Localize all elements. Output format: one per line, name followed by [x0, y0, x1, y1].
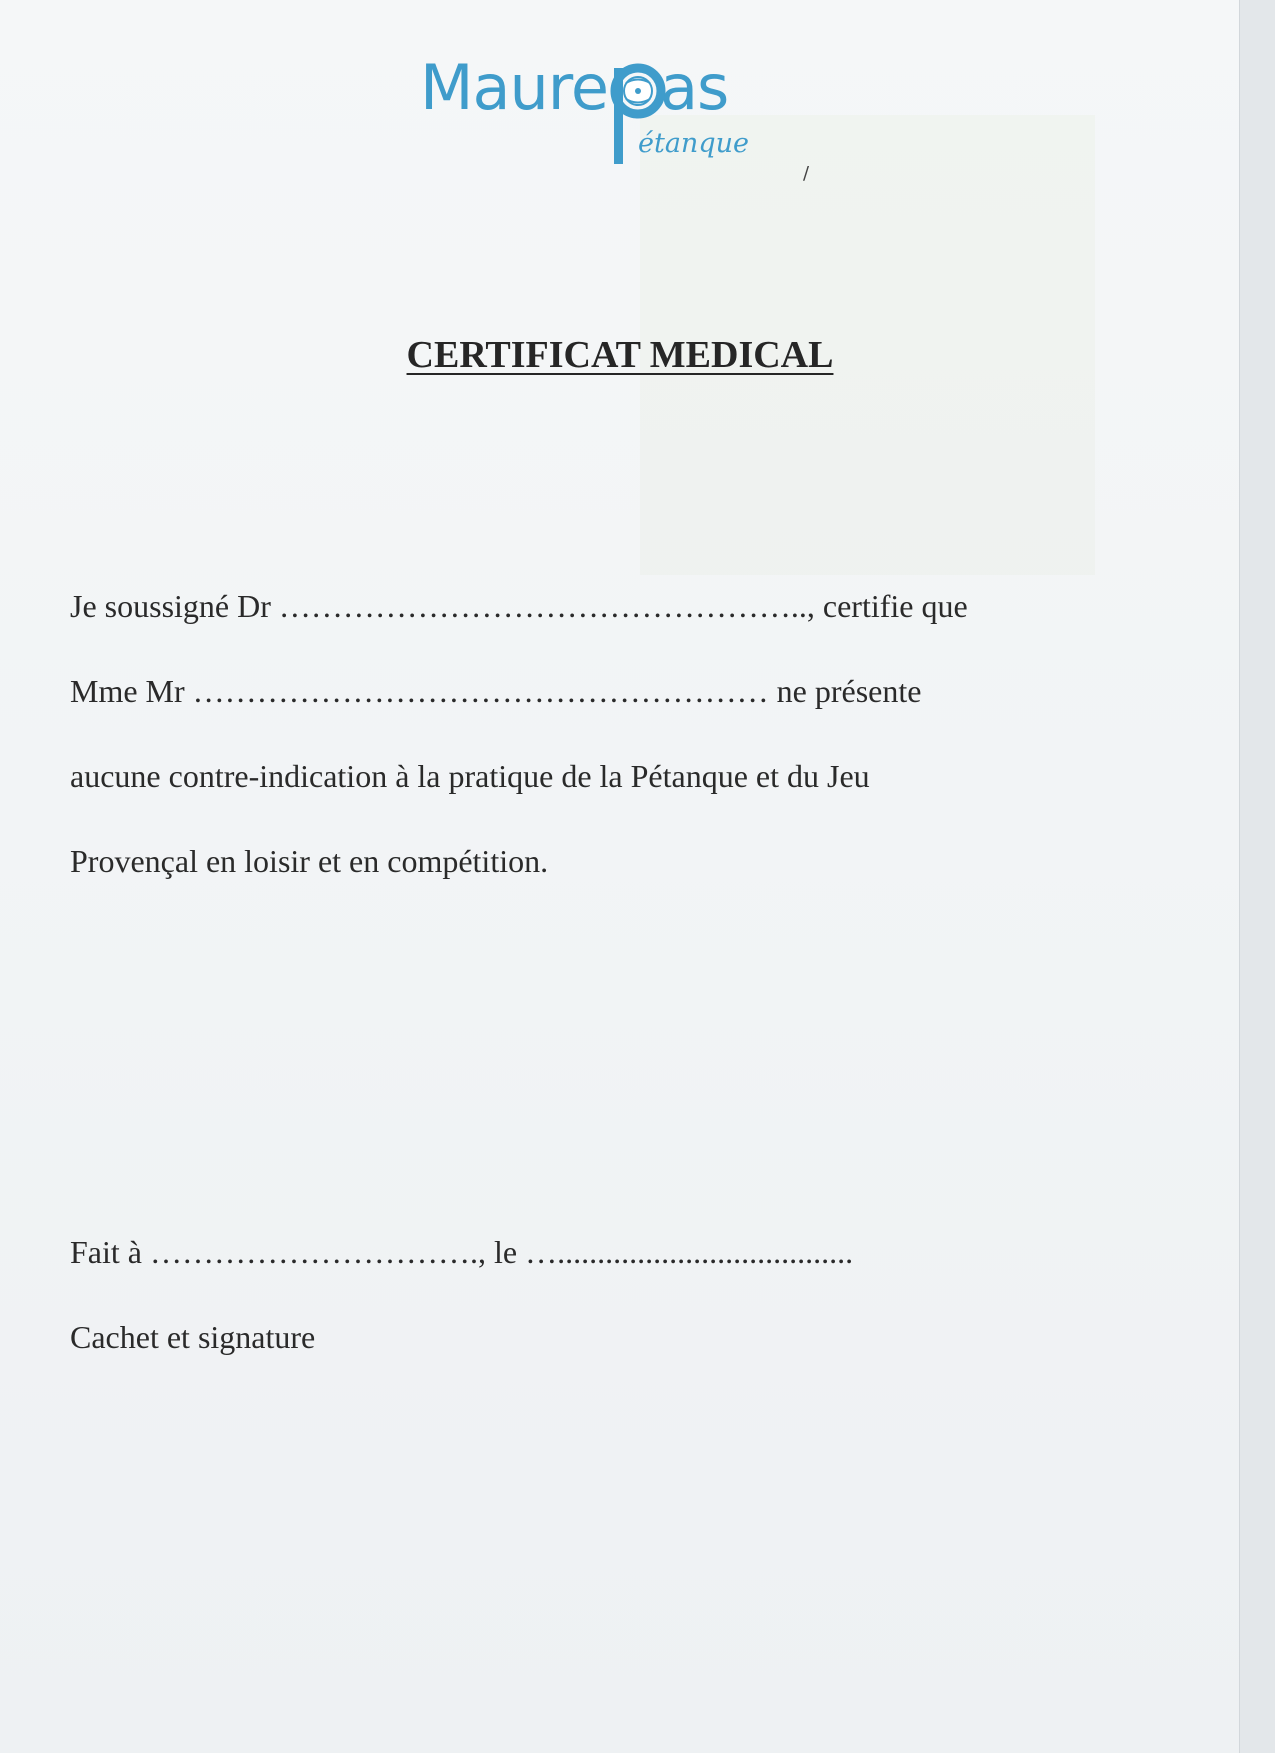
document-title: CERTIFICAT MEDICAL: [406, 334, 834, 376]
logo-text-right: as: [660, 51, 729, 124]
stray-pen-mark: /: [803, 163, 810, 184]
scan-page-edge: [1239, 0, 1275, 1753]
logo-wordmark: [420, 48, 728, 128]
logo-script-text: étanque: [638, 128, 749, 159]
body-line-provencal: Provençal en loisir et en compétition.: [70, 843, 549, 879]
maurepas-petanque-logo: [420, 48, 780, 178]
footer-line-signature: Cachet et signature: [70, 1319, 316, 1355]
body-line-contraindication: aucune contre-indication à la pratique de la Pétanque et du Jeu: [70, 758, 870, 794]
body-line-doctor: Je soussigné Dr ………………………………………….., certifie que: [70, 588, 968, 624]
logo-text-left: Maure: [420, 51, 609, 124]
footer-line-place-date: Fait à …………………………., le ….....................................: [70, 1234, 854, 1270]
body-line-patient: Mme Mr ……………………………………………… ne présente: [70, 673, 922, 709]
